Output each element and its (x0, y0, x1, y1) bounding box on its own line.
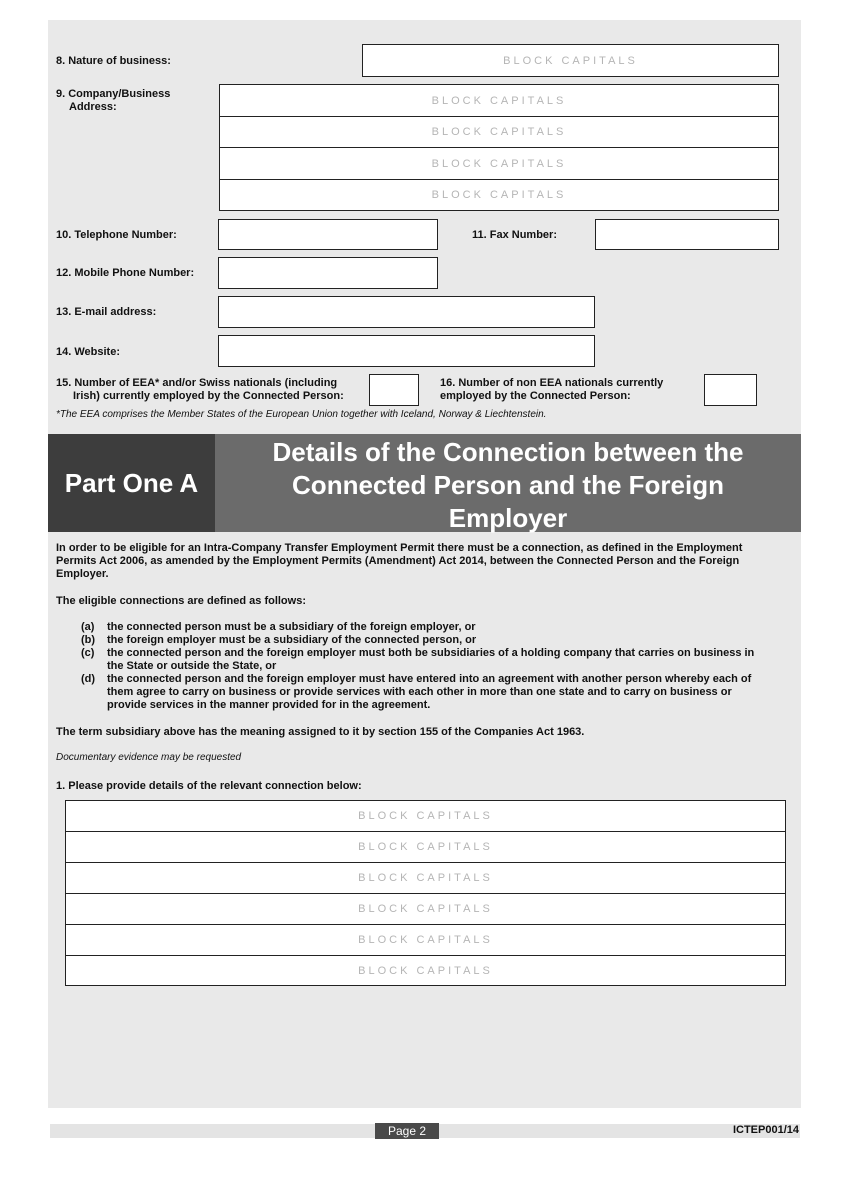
connection-details-field-line6[interactable] (65, 955, 786, 986)
field-placeholder: BLOCK CAPITALS (358, 934, 493, 946)
non-eea-count-label-line1: 16. Number of non EEA nationals currently (440, 377, 664, 389)
field-placeholder: BLOCK CAPITALS (358, 810, 493, 822)
fax-field[interactable] (595, 219, 779, 250)
company-address-label-line2: Address: (69, 101, 117, 113)
part-label-block (48, 434, 215, 532)
connections-heading: The eligible connections are defined as follows: (56, 595, 306, 607)
mobile-field[interactable] (218, 257, 438, 289)
intro-line2: Permits Act 2006, as amended by the Employment Permits (Amendment) Act 2014, between the Connected Person and the Foreign (56, 555, 740, 567)
company-address-field-line1[interactable] (219, 84, 779, 117)
connection-b-letter: (b) (81, 634, 96, 646)
nature-of-business-field[interactable] (362, 44, 779, 77)
form-code: ICTEP001/14 (732, 1124, 799, 1136)
mobile-label: 12. Mobile Phone Number: (56, 267, 195, 279)
email-label: 13. E-mail address: (56, 306, 157, 318)
telephone-field[interactable] (218, 219, 438, 250)
connection-details-field-line4[interactable] (65, 893, 786, 925)
field-placeholder: BLOCK CAPITALS (358, 903, 493, 915)
company-address-label-line1: 9. Company/Business (56, 88, 171, 100)
nature-of-business-label: 8. Nature of business: (56, 55, 171, 67)
connection-d-text-line2: them agree to carry on business or provide services with each other in more than one state and to carry on business or (107, 686, 732, 698)
telephone-label: 10. Telephone Number: (56, 229, 177, 241)
connection-a-letter: (a) (81, 621, 95, 633)
part-title-line3: Employer (448, 503, 568, 533)
website-label: 14. Website: (56, 346, 120, 358)
part-title-line2: Connected Person and the Foreign (292, 470, 724, 500)
field-placeholder: BLOCK CAPITALS (358, 872, 493, 884)
email-field[interactable] (218, 296, 595, 328)
connection-d-letter: (d) (81, 673, 96, 685)
field-placeholder: BLOCK CAPITALS (431, 94, 567, 107)
connection-details-field-line1[interactable] (65, 800, 786, 832)
connection-b-text: the foreign employer must be a subsidiary of the connected person, or (107, 634, 477, 646)
website-field[interactable] (218, 335, 595, 367)
eea-count-field[interactable] (369, 374, 419, 406)
field-placeholder: BLOCK CAPITALS (431, 157, 567, 170)
field-placeholder: BLOCK CAPITALS (503, 54, 638, 67)
fax-label: 11. Fax Number: (472, 229, 557, 241)
connection-details-field-line2[interactable] (65, 831, 786, 863)
field-placeholder: BLOCK CAPITALS (358, 841, 493, 853)
field-placeholder: BLOCK CAPITALS (358, 964, 493, 977)
non-eea-count-field[interactable] (704, 374, 757, 406)
company-address-field-line4[interactable] (219, 179, 779, 211)
intro-line3: Employer. (56, 568, 109, 580)
connection-d-text-line3: provide services in the manner provided for in the agreement. (107, 699, 431, 711)
part-name: Part One A (64, 467, 199, 498)
field-placeholder: BLOCK CAPITALS (431, 189, 567, 201)
connection-details-field-line5[interactable] (65, 924, 786, 956)
company-address-field-line3[interactable] (219, 147, 779, 180)
page-number: Page 2 (375, 1123, 439, 1139)
eea-count-label-line2: Irish) currently employed by the Connected Person: (73, 390, 344, 402)
part-title (218, 434, 798, 532)
connection-d-text-line1: the connected person and the foreign employer must have entered into an agreement with another person whereby each of (107, 673, 752, 685)
non-eea-count-label-line2: employed by the Connected Person: (440, 390, 631, 402)
connection-a-text: the connected person must be a subsidiary of the foreign employer, or (107, 621, 476, 633)
company-address-field-line2[interactable] (219, 116, 779, 148)
connection-details-field-line3[interactable] (65, 862, 786, 894)
connection-c-text-line2: the State or outside the State, or (107, 660, 277, 672)
connection-c-letter: (c) (81, 647, 95, 659)
eea-footnote: *The EEA comprises the Member States of the European Union together with Iceland, Norway & Liechtenstein. (56, 409, 547, 420)
evidence-note: Documentary evidence may be requested (56, 752, 242, 763)
connection-c-text-line1: the connected person and the foreign employer must both be subsidiaries of a holding company that carries on business in (107, 647, 755, 659)
connection-details-label: 1. Please provide details of the relevant connection below: (56, 780, 362, 792)
eea-count-label-line1: 15. Number of EEA* and/or Swiss nationals (including (56, 377, 338, 389)
field-placeholder: BLOCK CAPITALS (431, 126, 567, 138)
part-title-line1: Details of the Connection between the (272, 437, 744, 467)
subsidiary-note: The term subsidiary above has the meaning assigned to it by section 155 of the Companies Act 1963. (56, 726, 585, 738)
intro-line1: In order to be eligible for an Intra-Company Transfer Employment Permit there must be a connection, as defined in the Employment (56, 542, 743, 554)
